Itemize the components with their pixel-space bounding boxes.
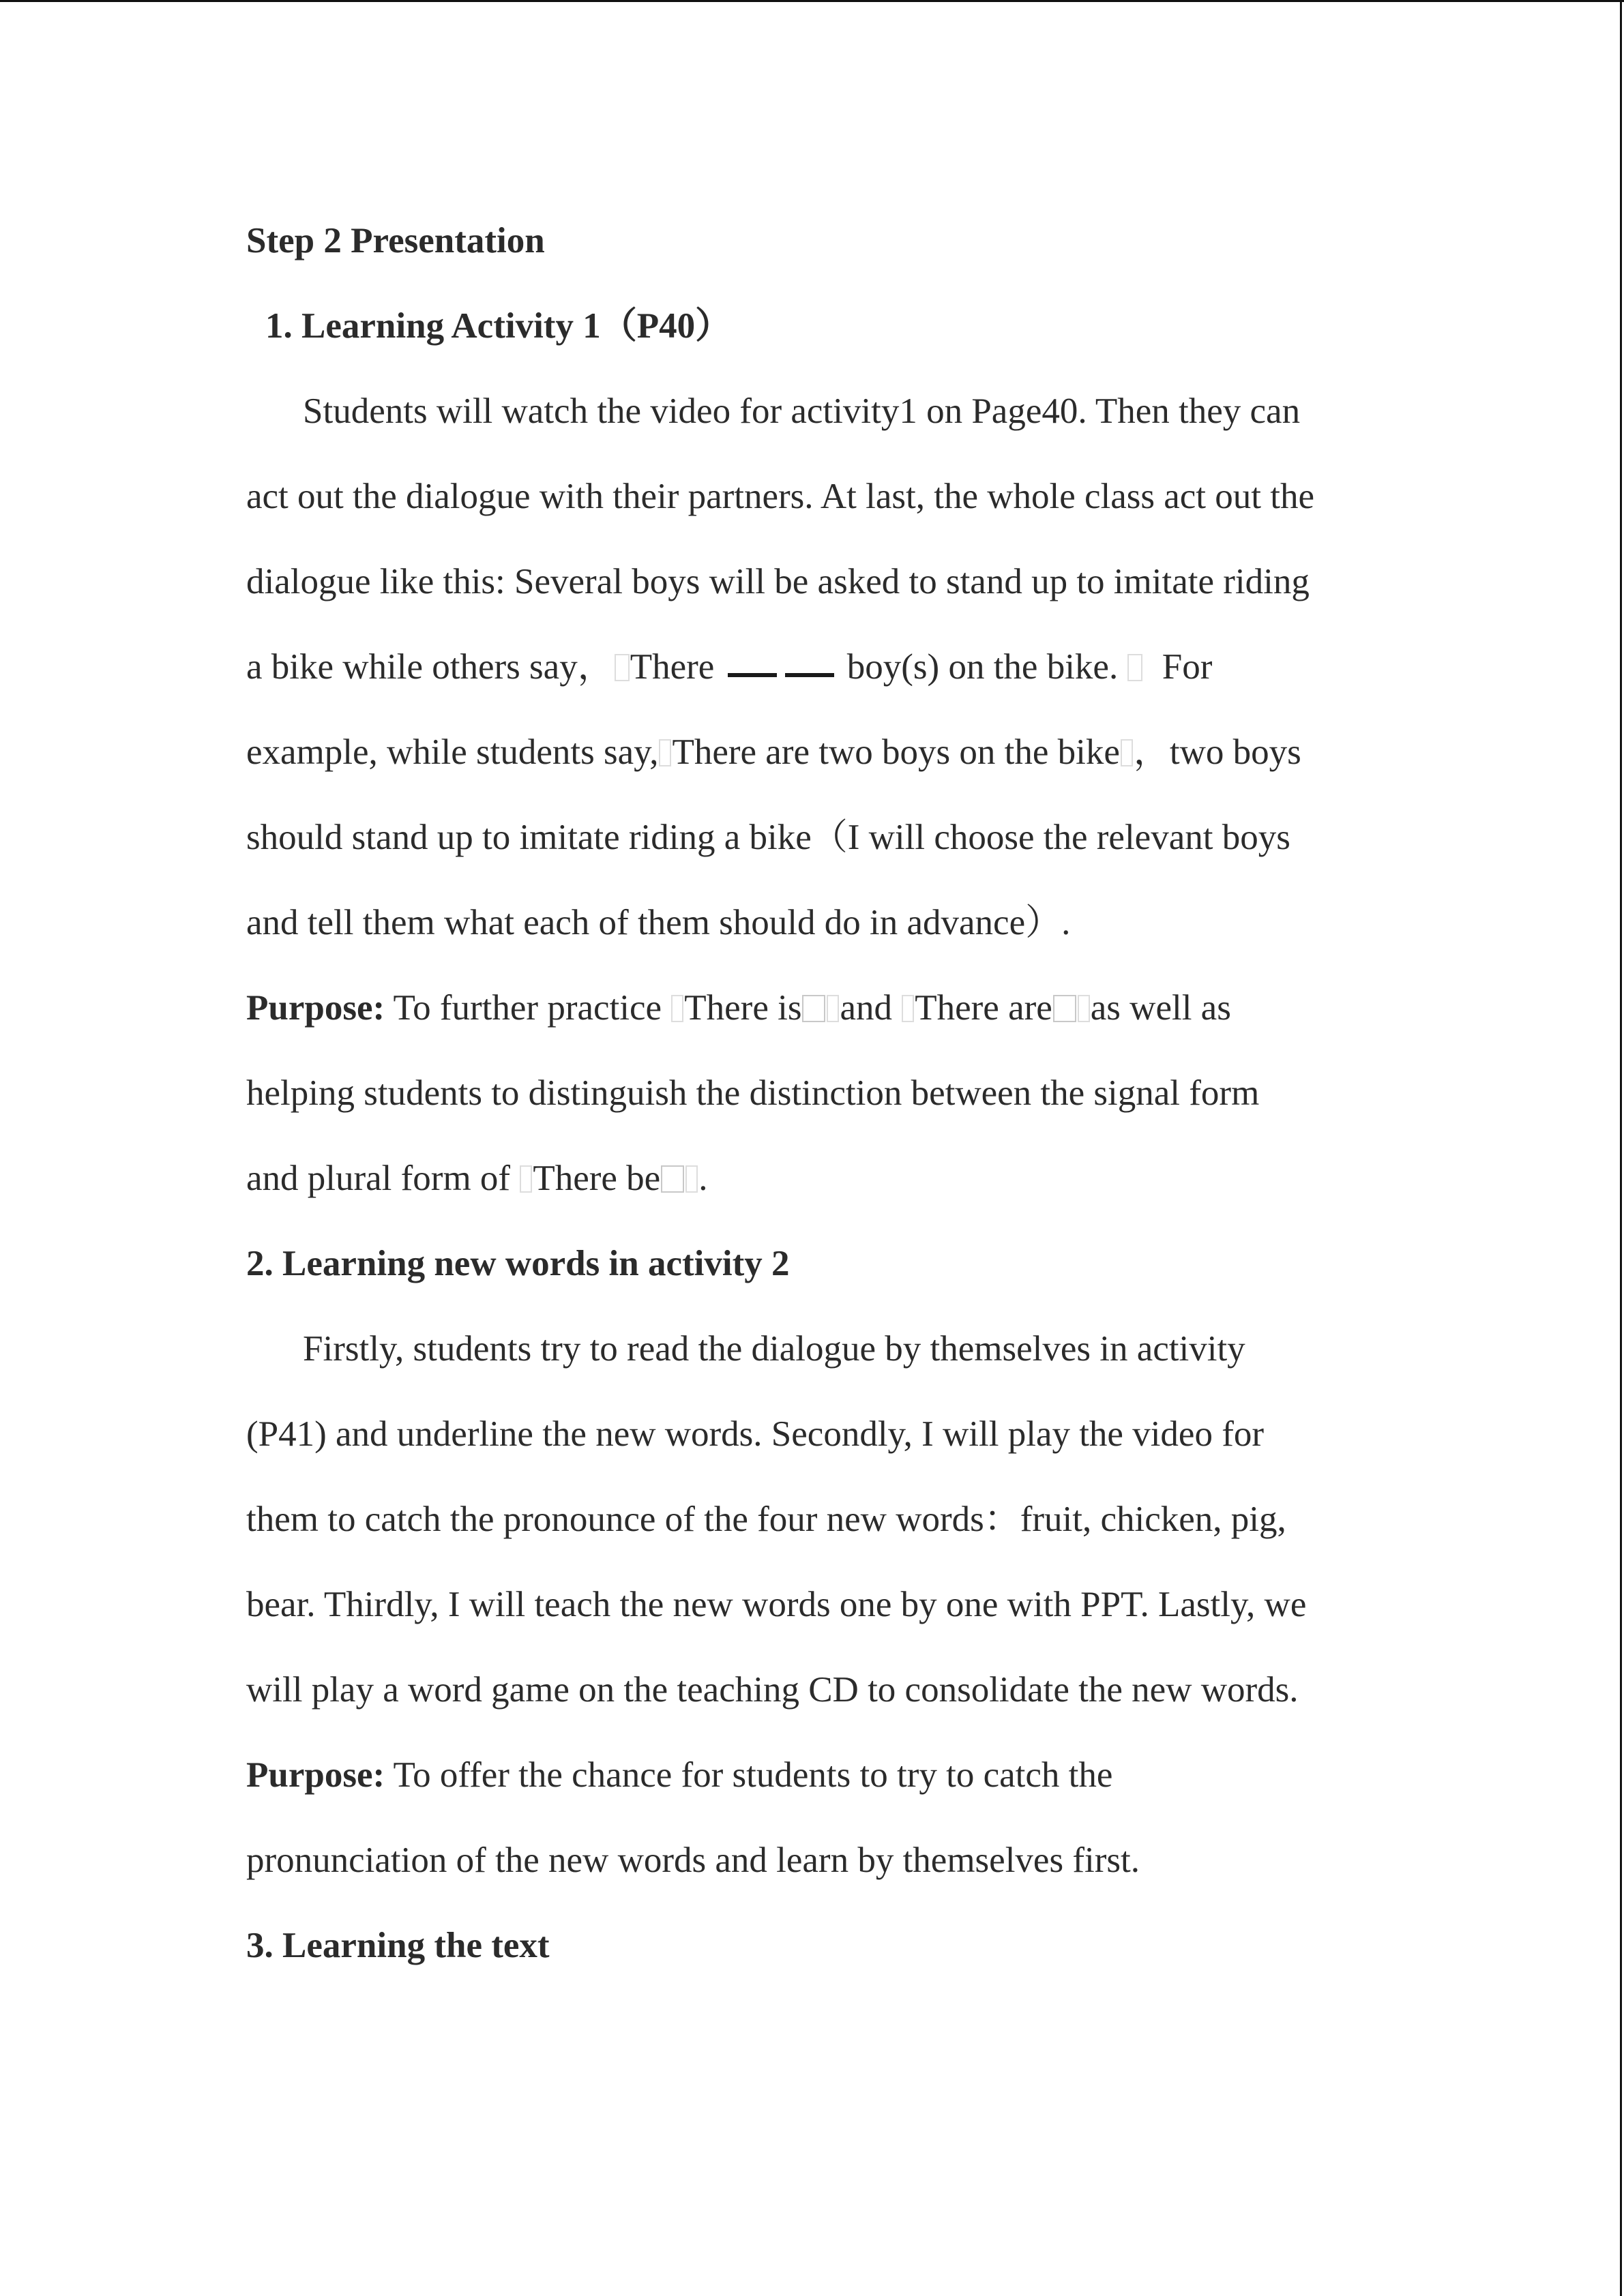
line5-text-a: example, while students say, [246,732,659,772]
activity2-paragraph-line-2: (P41) and underline the new words. Secondly, I will play the video for [246,1414,1264,1454]
purpose-text-c: and [840,988,892,1028]
line4-text-c: boy(s) on the bike. [846,647,1119,687]
missing-glyph-box [827,995,839,1022]
purpose2-text: To offer the chance for students to try to catch the [393,1755,1113,1795]
purpose3-text-b: There be [533,1159,661,1198]
activity1-paragraph-line-5 [246,731,1392,773]
activity1-purpose-line-3 [246,1157,1392,1199]
activity1-paragraph-line-6: should stand up to imitate riding a bike（I will choose the relevant boys [246,818,1290,857]
missing-glyph-box [661,1165,684,1193]
fill-blank-1 [728,673,777,677]
activity2-paragraph-line-3: them to catch the pronounce of the four new words：fruit, chicken, pig, [246,1500,1286,1539]
activity1-purpose-line-2: helping students to distinguish the distinction between the signal form [246,1073,1260,1113]
missing-glyph-box [1078,995,1090,1022]
fill-blank-2 [785,673,834,677]
missing-glyph-box [1121,739,1133,766]
activity1-heading: 1. Learning Activity 1（P40） [265,306,732,346]
step-heading: Step 2 Presentation [246,221,545,260]
activity2-paragraph-line-1: Firstly, students try to read the dialogue by themselves in activity [303,1329,1245,1369]
missing-glyph-box [671,995,683,1022]
activity2-heading: 2. Learning new words in activity 2 [246,1244,790,1283]
purpose-text-b: There is [684,988,802,1028]
purpose-label: Purpose: [246,988,385,1028]
activity3-heading: 3. Learning the text [246,1926,550,1965]
purpose3-text-a: and plural form of [246,1159,511,1198]
line4-text-a: a bike while others say， [246,647,614,687]
missing-glyph-box [802,995,825,1022]
activity2-purpose-line-2: pronunciation of the new words and learn by themselves first. [246,1840,1140,1880]
missing-glyph-box [902,995,914,1022]
missing-glyph-box [685,1165,698,1193]
missing-glyph-box [520,1165,532,1193]
activity1-paragraph-line-1: Students will watch the video for activity1 on Page40. Then they can [303,391,1301,431]
line5-text-c: ，two boys [1133,732,1301,772]
line5-text-b: There are two boys on the bike [672,732,1120,772]
line4-text-b: There [630,647,715,687]
missing-glyph-box [1127,654,1142,681]
line4-text-d: For [1162,647,1213,687]
purpose-text-d: There are [915,988,1052,1028]
purpose-label: Purpose: [246,1755,385,1795]
purpose-text-e: as well as [1090,988,1231,1028]
activity2-purpose-line-1 [246,1754,1392,1796]
activity2-paragraph-line-5: will play a word game on the teaching CD to consolidate the new words. [246,1670,1299,1710]
activity1-paragraph-line-2: act out the dialogue with their partners. At last, the whole class act out the [246,477,1315,516]
activity1-purpose-line-1 [246,987,1392,1029]
missing-glyph-box [615,654,630,681]
missing-glyph-box [1053,995,1076,1022]
activity2-paragraph-line-4: bear. Thirdly, I will teach the new words one by one with PPT. Lastly, we [246,1585,1307,1624]
purpose-text-a: To further practice [393,988,662,1028]
activity1-paragraph-line-3: dialogue like this: Several boys will be asked to stand up to imitate riding [246,562,1310,601]
activity1-paragraph-line-4 [246,646,1392,688]
purpose3-text-c: . [698,1159,708,1198]
activity1-paragraph-line-7: and tell them what each of them should do in advance）. [246,903,1071,942]
missing-glyph-box [659,739,671,766]
